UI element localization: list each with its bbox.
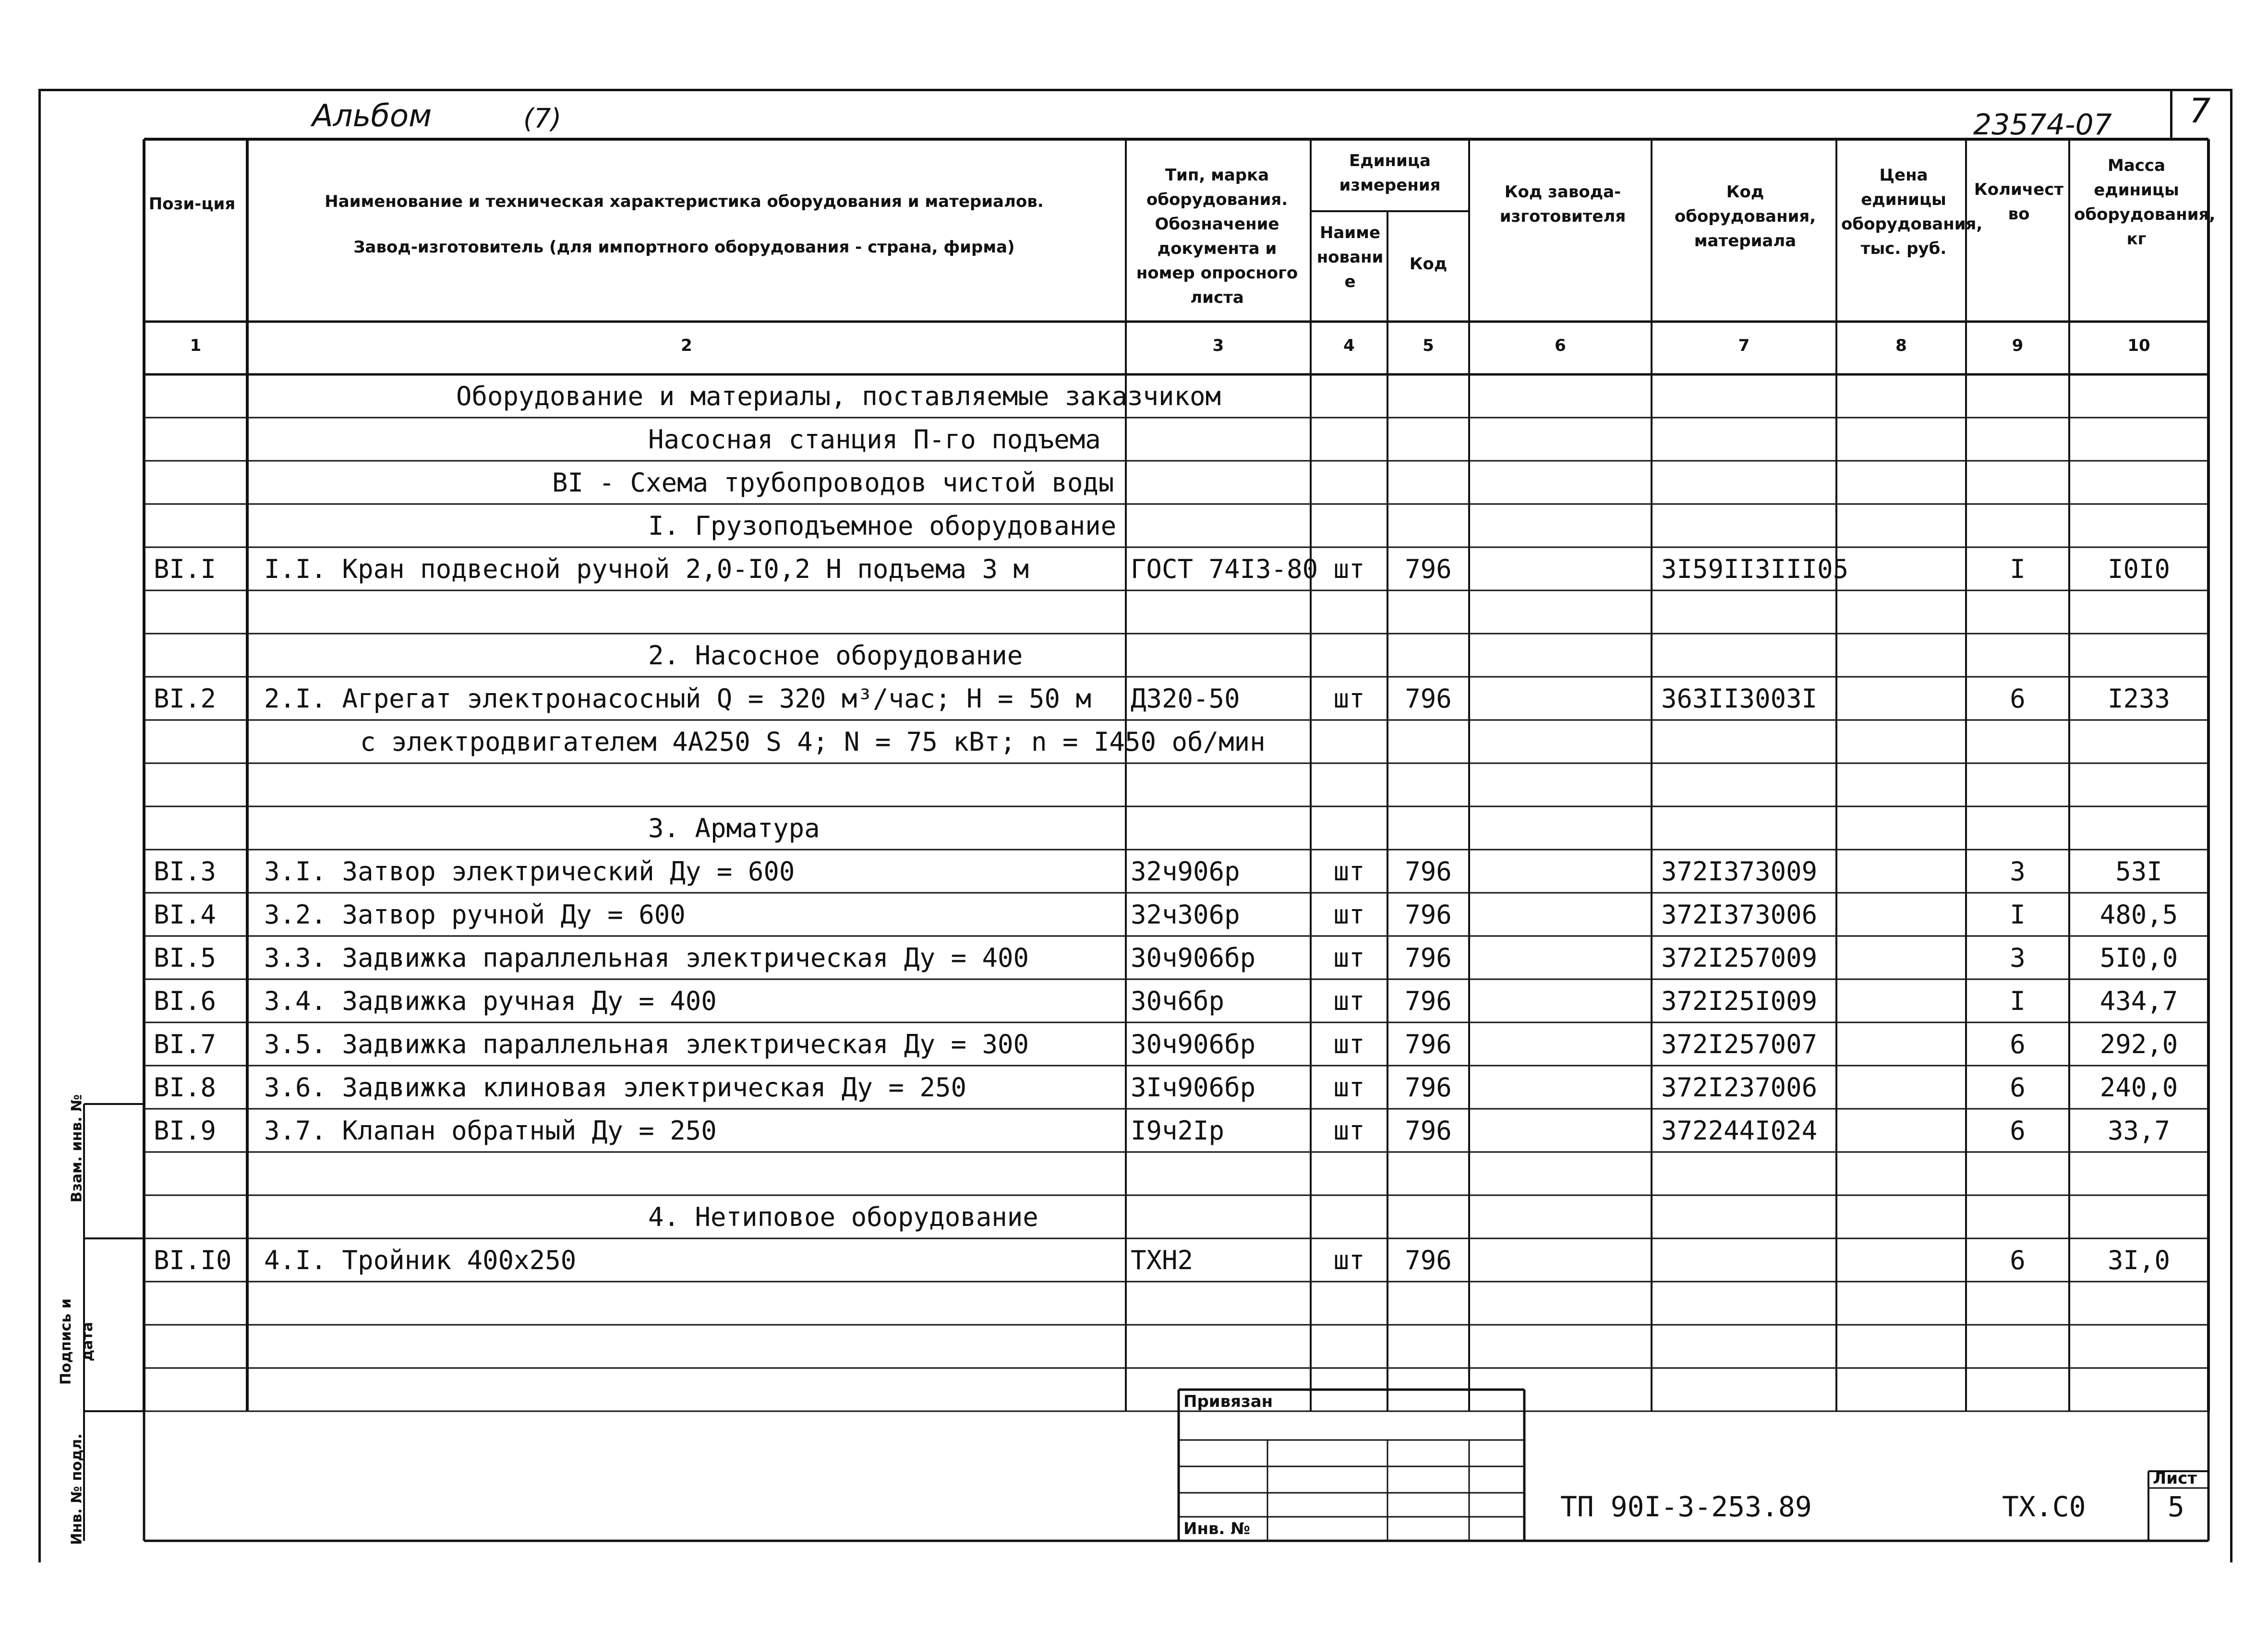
row-equipment-code: 372244I024 [1661,1116,1818,1146]
row-unit-code: 796 [1405,1116,1452,1146]
row-type-mark: I9ч2Iр [1131,1116,1225,1146]
row-name: 4.I. Тройник 400х250 [264,1245,577,1275]
row-equipment-code: 372I25I009 [1661,986,1818,1016]
album-number: (7) [523,103,562,134]
row-name: 3.2. Затвор ручной Ду = 600 [264,900,686,930]
row-quantity: 6 [2010,1245,2026,1275]
side-stamp-vzam: Взам. инв. № [68,1094,85,1203]
row-quantity: I [2010,900,2026,930]
row-quantity: 6 [2010,1029,2026,1059]
col-header-mass: Масса единицы оборудования, кг [2074,156,2216,249]
column-number-2: 2 [681,336,692,355]
row-name: 4. Нетиповое оборудование [648,1202,1038,1232]
col-header-unit-name: Наименование [1316,223,1384,291]
row-unit-name: шт [1333,1072,1365,1103]
col-header-name-line2: Завод-изготовитель (для импортного оборудования - страна, фирма) [353,238,1015,257]
row-quantity: I [2010,554,2026,584]
col-header-position: Пози-ция [148,194,236,214]
row-unit-code: 796 [1405,1029,1452,1059]
stamp-privyazan: Привязан [1183,1392,1273,1411]
row-unit-name: шт [1333,986,1365,1016]
row-name: BI - Схема трубопроводов чистой воды [552,468,1114,498]
row-type-mark: Д320-50 [1131,684,1240,714]
row-mass: I0I0 [2107,554,2171,584]
album-label: Альбом [312,98,432,134]
row-mass: 33,7 [2107,1116,2171,1146]
column-number-6: 6 [1555,336,1566,355]
side-stamp-inv-podl: Инв. № подл. [68,1433,85,1545]
row-name: с электродвигателем 4А250 S 4; N = 75 кВт; n = I450 об/мин [360,727,1266,757]
row-mass: 480,5 [2099,900,2178,930]
row-position: BI.8 [154,1072,217,1103]
column-number-3: 3 [1212,336,1224,355]
side-stamp-podpis: Подпись и дата [58,1298,96,1385]
row-type-mark: 32ч906р [1131,856,1240,887]
stamp-inv-no: Инв. № [1183,1519,1251,1538]
row-name: I.I. Кран подвесной ручной 2,0-I0,2 Н подъема 3 м [264,554,1029,584]
row-type-mark: 30ч6бр [1131,986,1225,1016]
sheet-code: ТХ.С0 [2002,1490,2086,1523]
row-mass: 5I0,0 [2099,943,2178,973]
row-name: 3. Арматура [648,813,820,843]
row-name: 3.3. Задвижка параллельная электрическая Ду = 400 [264,943,1029,973]
row-equipment-code: 372I373009 [1661,856,1818,887]
col-header-name-line1: Наименование и техническая характеристика оборудования и материалов. [325,192,1044,211]
col-header-price: Цена единицы оборудования, тыс. руб. [1841,166,1983,258]
row-unit-name: шт [1333,943,1365,973]
row-unit-code: 796 [1405,1072,1452,1103]
column-number-1: 1 [190,336,202,355]
row-equipment-code: 372I237006 [1661,1072,1818,1103]
row-unit-name: шт [1333,684,1365,714]
row-name: Оборудование и материалы, поставляемые заказчиком [456,381,1221,411]
column-number-8: 8 [1895,336,1907,355]
sheet-corner-number: 7 [2189,91,2211,131]
row-quantity: 3 [2010,856,2026,887]
row-position: BI.I [154,554,217,584]
row-equipment-code: 372I257009 [1661,943,1818,973]
row-type-mark: ГОСТ 74I3-80 [1131,554,1318,584]
row-mass: 240,0 [2099,1072,2178,1103]
row-unit-name: шт [1333,554,1365,584]
row-unit-name: шт [1333,1116,1365,1146]
row-position: BI.4 [154,900,217,930]
row-position: BI.3 [154,856,217,887]
col-header-factory-code: Код завода-изготовителя [1499,182,1626,226]
col-header-unit-group: Единица измерения [1339,151,1441,195]
row-position: BI.I0 [154,1245,232,1275]
row-type-mark: 30ч906бр [1131,943,1256,973]
list-number: 5 [2168,1490,2184,1523]
row-name: Насосная станция П-го подъема [648,424,1101,455]
row-name: I. Грузоподъемное оборудование [648,511,1117,541]
row-quantity: 6 [2010,1072,2026,1103]
row-name: 3.6. Задвижка клиновая электрическая Ду = 250 [264,1072,966,1103]
row-name: 3.I. Затвор электрический Ду = 600 [264,856,795,887]
row-quantity: 6 [2010,1116,2026,1146]
project-code: ТП 90I-3-253.89 [1560,1490,1812,1523]
row-unit-name: шт [1333,1245,1365,1275]
row-quantity: I [2010,986,2026,1016]
row-mass: 53I [2115,856,2162,887]
row-mass: 434,7 [2099,986,2178,1016]
column-number-4: 4 [1343,336,1355,355]
document-number: 23574-07 [1973,108,2112,142]
row-mass: I233 [2107,684,2171,714]
row-unit-name: шт [1333,856,1365,887]
row-name: 3.4. Задвижка ручная Ду = 400 [264,986,717,1016]
row-position: BI.9 [154,1116,217,1146]
row-name: 2.I. Агрегат электронасосный Q = 320 м³/час; Н = 50 м [264,684,1092,714]
row-quantity: 3 [2010,943,2026,973]
row-type-mark: 30ч906бр [1131,1029,1256,1059]
column-number-9: 9 [2012,336,2024,355]
row-type-mark: 3Iч906бр [1131,1072,1256,1103]
row-type-mark: ТХН2 [1131,1245,1194,1275]
row-equipment-code: 372I257007 [1661,1029,1818,1059]
row-position: BI.5 [154,943,217,973]
row-position: BI.7 [154,1029,217,1059]
col-header-type: Тип, марка оборудования. Обозначение документа и номер опросного листа [1136,166,1298,307]
row-type-mark: 32ч306р [1131,900,1240,930]
row-equipment-code: 3I59II3III05 [1661,554,1849,584]
col-header-equipment-code: Код оборудования, материала [1674,182,1816,251]
row-unit-code: 796 [1405,900,1452,930]
row-unit-code: 796 [1405,1245,1452,1275]
row-position: BI.6 [154,986,217,1016]
row-equipment-code: 363II3003I [1661,684,1818,714]
col-header-unit-code: Код [1409,254,1448,274]
row-unit-code: 796 [1405,986,1452,1016]
row-equipment-code: 372I373006 [1661,900,1818,930]
column-number-5: 5 [1423,336,1434,355]
row-quantity: 6 [2010,684,2026,714]
row-name: 3.5. Задвижка параллельная электрическая Ду = 300 [264,1029,1029,1059]
row-unit-code: 796 [1405,554,1452,584]
row-name: 2. Насосное оборудование [648,640,1023,671]
row-unit-code: 796 [1405,684,1452,714]
row-unit-code: 796 [1405,943,1452,973]
row-position: BI.2 [154,684,217,714]
list-label: Лист [2153,1469,2197,1488]
column-number-7: 7 [1738,336,1750,355]
row-unit-name: шт [1333,900,1365,930]
column-number-10: 10 [2127,336,2150,355]
row-name: 3.7. Клапан обратный Ду = 250 [264,1116,717,1146]
row-mass: 292,0 [2099,1029,2178,1059]
row-mass: 3I,0 [2107,1245,2171,1275]
col-header-quantity: Количество [1974,180,2064,224]
row-unit-name: шт [1333,1029,1365,1059]
row-unit-code: 796 [1405,856,1452,887]
